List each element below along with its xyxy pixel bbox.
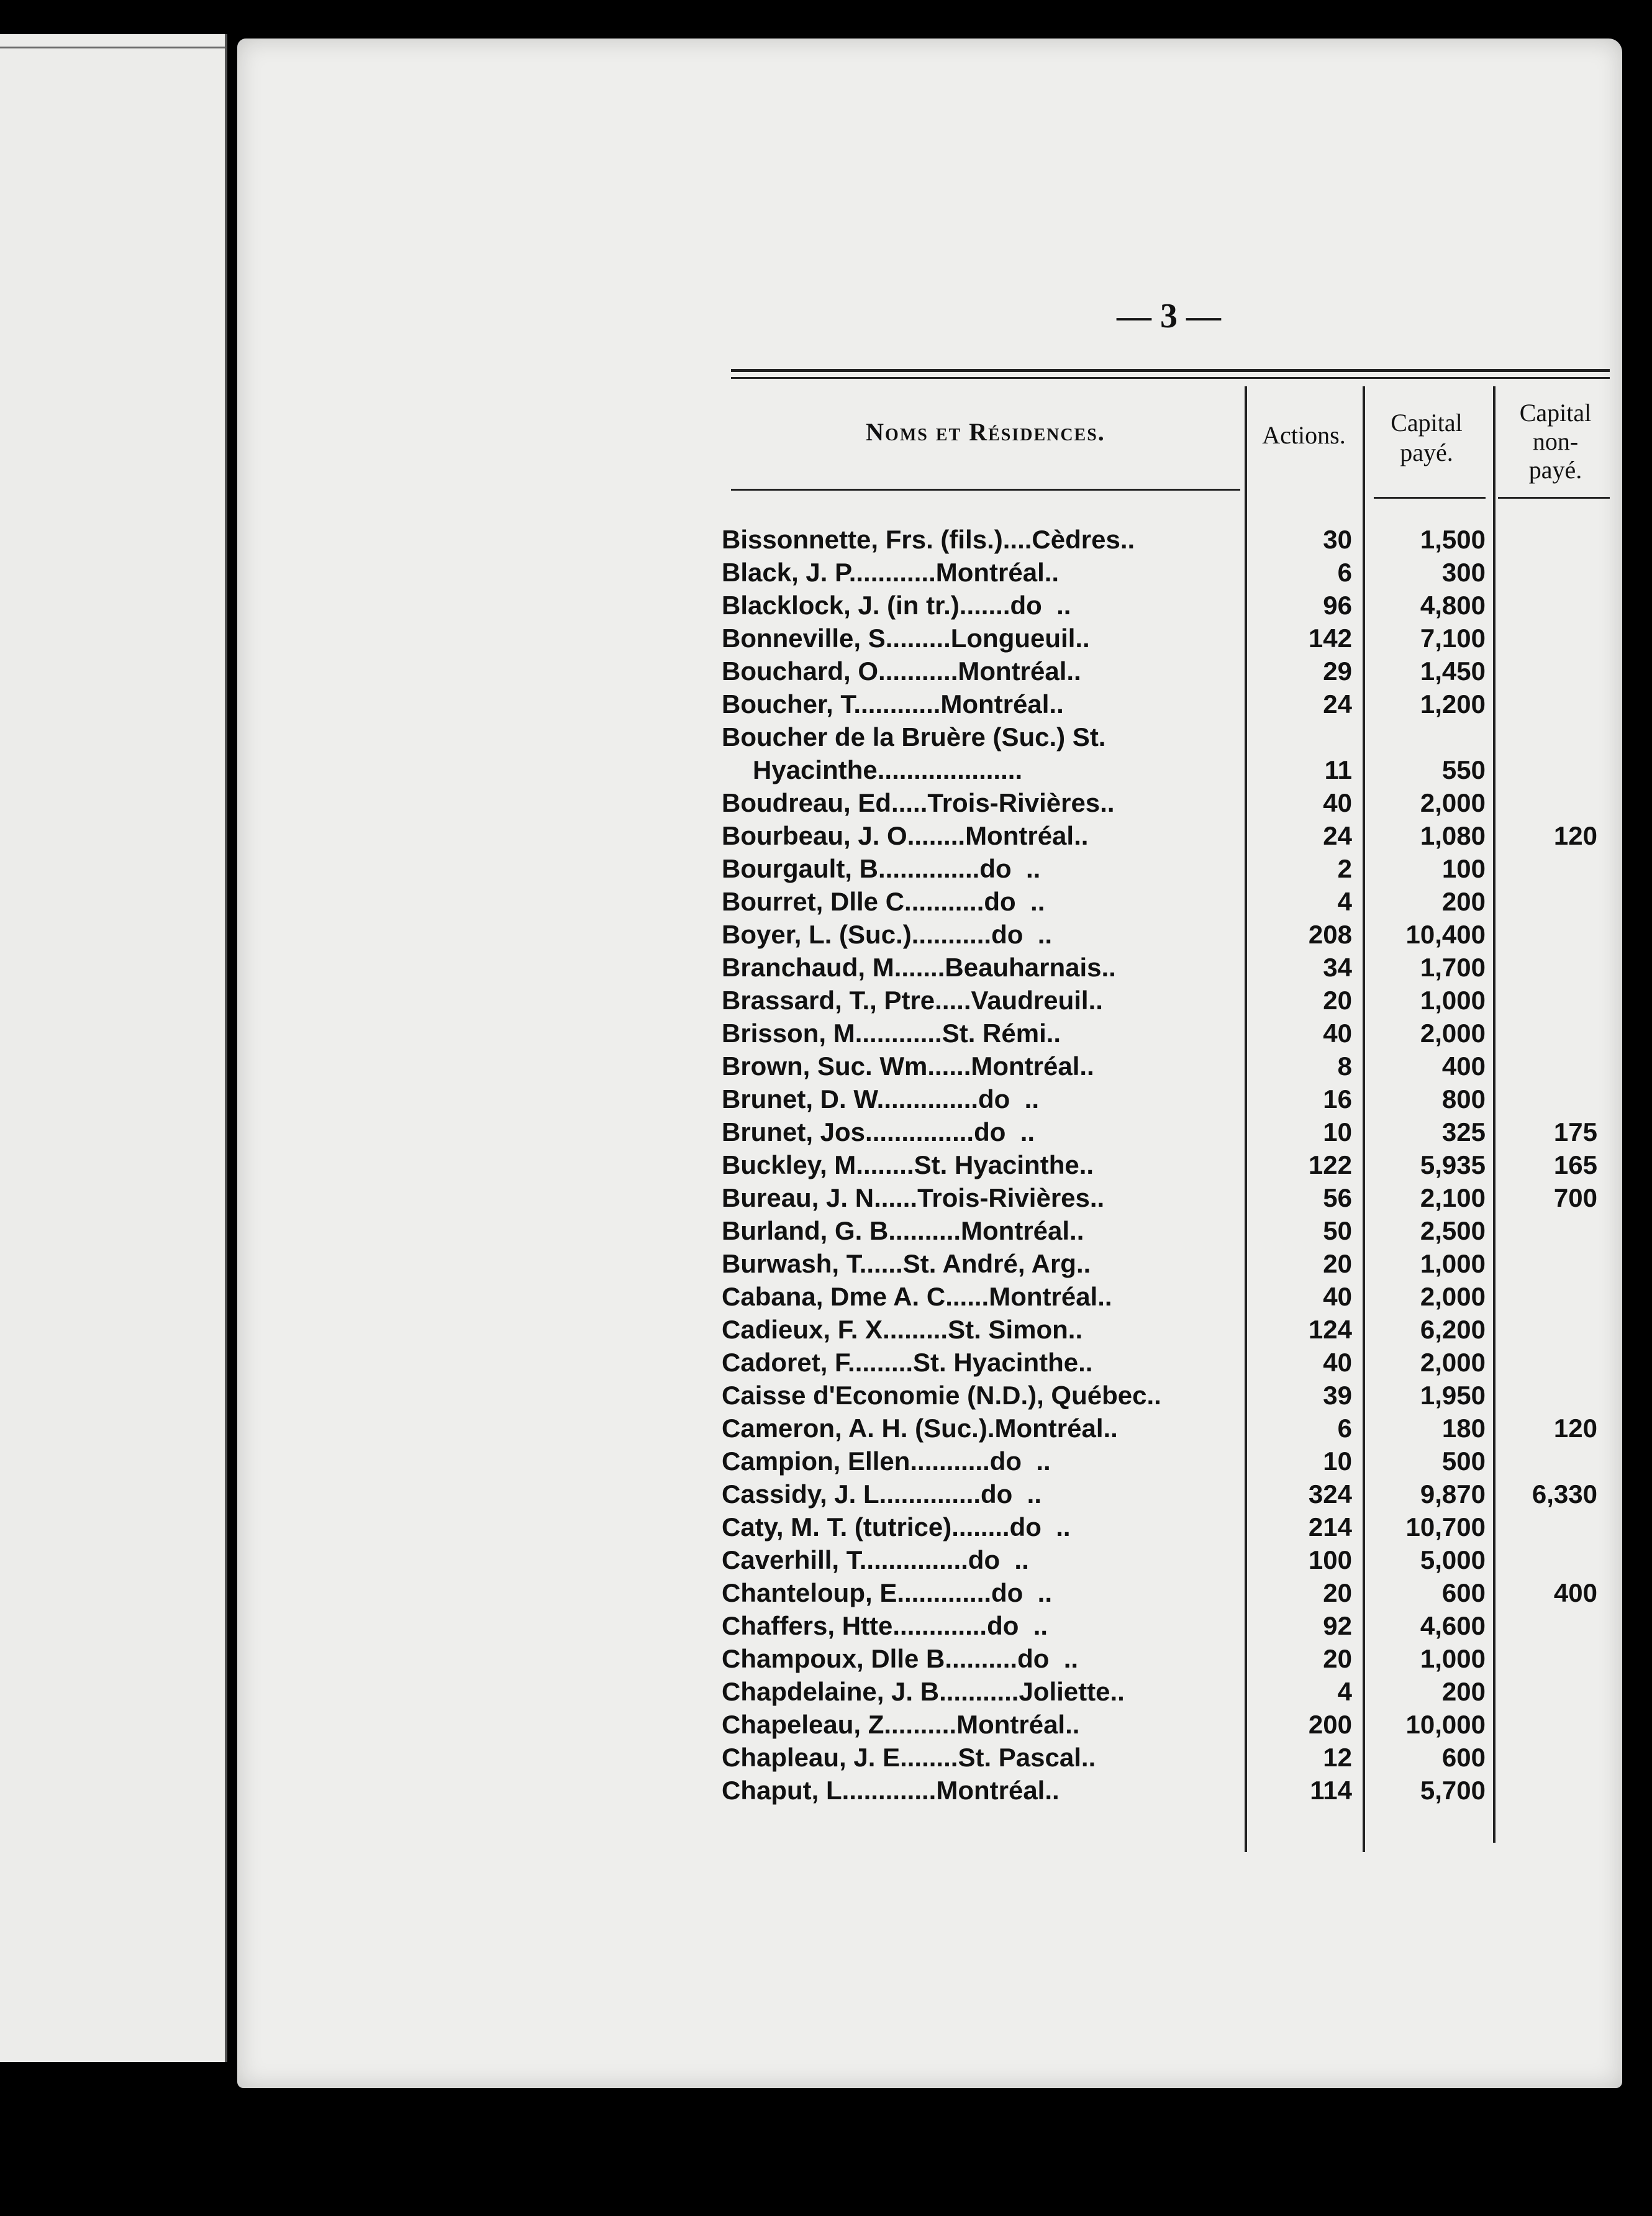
actions-count: 142 <box>1308 624 1352 653</box>
shareholder-name-residence <box>722 918 1240 951</box>
capital-paid: 4,800 <box>1420 591 1486 620</box>
shareholder-entry-line: Bureau, J. N......Trois-Rivières.. <box>722 1183 1105 1212</box>
actions-count: 4 <box>1337 1677 1352 1706</box>
capital-paid: 2,000 <box>1420 1019 1486 1048</box>
capital-paid: 1,000 <box>1420 986 1486 1015</box>
shareholder-name-residence <box>722 1708 1240 1741</box>
capital-paid: 2,000 <box>1420 1282 1486 1311</box>
table-row <box>722 1445 1616 1478</box>
shareholder-name-residence <box>722 1083 1240 1115</box>
table-row <box>722 1115 1616 1148</box>
capital-paid: 600 <box>1441 1578 1486 1607</box>
table-row <box>722 1412 1616 1445</box>
capital-paid: 100 <box>1441 854 1486 883</box>
table-row <box>722 1379 1616 1412</box>
capital-unpaid: 120 <box>1553 821 1597 850</box>
actions-count: 100 <box>1308 1545 1352 1574</box>
capital-paid: 9,870 <box>1420 1479 1486 1509</box>
capital-paid: 1,500 <box>1420 525 1486 554</box>
actions-count: 50 <box>1323 1216 1352 1245</box>
shareholder-entry-line: Cadieux, F. X.........St. Simon.. <box>722 1315 1083 1344</box>
actions-count: 40 <box>1323 1019 1352 1048</box>
table-row <box>722 1346 1616 1379</box>
shareholder-name-residence <box>722 1247 1240 1280</box>
shareholder-entry-line: Campion, Ellen...........do .. <box>722 1446 1051 1476</box>
table-row <box>722 523 1616 556</box>
capital-paid: 2,500 <box>1420 1216 1486 1245</box>
capital-paid: 1,950 <box>1420 1381 1486 1410</box>
shareholder-table-body <box>722 523 1616 1807</box>
table-row <box>722 589 1616 622</box>
shareholder-name-residence <box>722 1280 1240 1313</box>
shareholder-entry-line: Brunet, Jos...............do .. <box>722 1117 1035 1147</box>
actions-count: 24 <box>1323 821 1352 850</box>
shareholder-entry-line: Bourbeau, J. O........Montréal.. <box>722 821 1089 850</box>
capital-paid: 1,700 <box>1420 953 1486 982</box>
actions-count: 20 <box>1323 1249 1352 1278</box>
actions-count: 10 <box>1323 1117 1352 1147</box>
shareholder-entry-line: Chaffers, Htte.............do .. <box>722 1611 1048 1640</box>
document-page <box>237 39 1622 2088</box>
actions-count: 29 <box>1323 656 1352 686</box>
actions-count: 24 <box>1323 689 1352 719</box>
actions-count: 324 <box>1308 1479 1352 1509</box>
table-row <box>722 819 1616 852</box>
table-row <box>722 984 1616 1017</box>
actions-count: 122 <box>1308 1150 1352 1179</box>
actions-count: 11 <box>1324 755 1352 784</box>
table-row <box>722 1675 1616 1708</box>
shareholder-name-residence <box>722 1741 1240 1774</box>
table-row <box>722 1050 1616 1083</box>
page-number: — 3 — <box>1117 297 1221 335</box>
actions-count: 6 <box>1337 1414 1352 1443</box>
shareholder-name-residence <box>722 655 1240 688</box>
actions-count: 40 <box>1323 1348 1352 1377</box>
table-row <box>722 1642 1616 1675</box>
header-capital-paid <box>1364 408 1489 468</box>
header-capital-paid-line2: payé. <box>1400 438 1453 466</box>
capital-paid: 1,000 <box>1420 1249 1486 1278</box>
capital-unpaid: 175 <box>1553 1117 1597 1147</box>
shareholder-name-residence <box>722 622 1240 655</box>
table-row <box>722 1708 1616 1741</box>
actions-count: 20 <box>1323 1578 1352 1607</box>
actions-count: 2 <box>1337 854 1352 883</box>
shareholder-name-residence <box>722 1379 1240 1412</box>
shareholder-entry-line: Bourgault, B..............do .. <box>722 854 1041 883</box>
page-edge-rule <box>0 47 225 48</box>
actions-count: 96 <box>1323 591 1352 620</box>
table-row <box>722 556 1616 589</box>
table-row <box>722 688 1616 720</box>
actions-count: 40 <box>1323 788 1352 817</box>
shareholder-name-residence <box>722 1313 1240 1346</box>
table-row <box>722 1017 1616 1050</box>
shareholder-name-residence <box>722 1543 1240 1576</box>
shareholder-name-residence <box>722 720 1240 786</box>
table-row <box>722 1083 1616 1115</box>
shareholder-name-residence <box>722 1050 1240 1083</box>
actions-count: 39 <box>1323 1381 1352 1410</box>
shareholder-entry-line: Buckley, M........St. Hyacinthe.. <box>722 1150 1094 1179</box>
shareholder-name-residence <box>722 1774 1240 1807</box>
capital-paid: 500 <box>1441 1446 1486 1476</box>
table-row <box>722 622 1616 655</box>
capital-paid: 1,080 <box>1420 821 1486 850</box>
shareholder-entry-line: Burwash, T......St. André, Arg.. <box>722 1249 1091 1278</box>
shareholder-entry-line: Cabana, Dme A. C......Montréal.. <box>722 1282 1112 1311</box>
shareholder-entry-line: Boucher de la Bruère (Suc.) St. <box>722 722 1106 752</box>
table-row <box>722 1148 1616 1181</box>
actions-count: 20 <box>1323 1644 1352 1673</box>
capital-paid: 400 <box>1441 1051 1486 1081</box>
shareholder-entry-line: Chanteloup, E.............do .. <box>722 1578 1053 1607</box>
table-row <box>722 1247 1616 1280</box>
capital-paid: 800 <box>1441 1084 1486 1114</box>
table-row <box>722 918 1616 951</box>
shareholder-name-residence <box>722 885 1240 918</box>
capital-paid: 6,200 <box>1420 1315 1486 1344</box>
actions-count: 10 <box>1323 1446 1352 1476</box>
capital-paid: 10,000 <box>1405 1710 1486 1739</box>
shareholder-entry-line: Cadoret, F.........St. Hyacinthe.. <box>722 1348 1093 1377</box>
actions-count: 56 <box>1323 1183 1352 1212</box>
shareholder-name-residence <box>722 1412 1240 1445</box>
capital-paid: 300 <box>1441 558 1486 587</box>
shareholder-name-residence <box>722 1510 1240 1543</box>
header-capital-unpaid-line3: payé. <box>1528 456 1582 484</box>
table-top-rule <box>731 369 1610 372</box>
previous-page-edge <box>0 34 227 2062</box>
table-row <box>722 1214 1616 1247</box>
header-names-residences: Noms et Résidences. <box>866 418 1105 446</box>
capital-unpaid: 700 <box>1553 1183 1597 1212</box>
shareholder-entry-line: Chaput, L.............Montréal.. <box>722 1776 1060 1805</box>
actions-count: 200 <box>1308 1710 1352 1739</box>
header-actions: Actions. <box>1262 421 1346 449</box>
shareholder-entry-line: Brown, Suc. Wm......Montréal.. <box>722 1051 1094 1081</box>
shareholder-name-residence <box>722 951 1240 984</box>
shareholder-name-residence <box>722 984 1240 1017</box>
capital-unpaid: 400 <box>1553 1578 1597 1607</box>
shareholder-entry-line-continued: Hyacinthe.................... <box>753 755 1023 784</box>
shareholder-entry-line: Bourret, Dlle C...........do .. <box>722 887 1045 916</box>
actions-count: 214 <box>1308 1512 1352 1542</box>
shareholder-name-residence <box>722 688 1240 720</box>
actions-count: 124 <box>1308 1315 1352 1344</box>
capital-paid: 5,000 <box>1420 1545 1486 1574</box>
table-row <box>722 1741 1616 1774</box>
shareholder-name-residence <box>722 852 1240 885</box>
capital-unpaid: 165 <box>1553 1150 1597 1179</box>
table-row <box>722 1543 1616 1576</box>
header-capital-unpaid-line2: non- <box>1532 427 1579 455</box>
shareholder-name-residence <box>722 523 1240 556</box>
shareholder-name-residence <box>722 1214 1240 1247</box>
shareholder-entry-line: Chapdelaine, J. B...........Joliette.. <box>722 1677 1125 1706</box>
capital-paid: 600 <box>1441 1743 1486 1772</box>
shareholder-entry-line: Caty, M. T. (tutrice)........do .. <box>722 1512 1071 1542</box>
shareholder-entry-line: Champoux, Dlle B..........do .. <box>722 1644 1079 1673</box>
shareholder-entry-line: Bonneville, S.........Longueuil.. <box>722 624 1090 653</box>
capital-paid: 325 <box>1441 1117 1486 1147</box>
header-capital-paid-line1: Capital <box>1391 409 1463 437</box>
table-top-rule-thin <box>731 377 1610 379</box>
capital-paid: 1,450 <box>1420 656 1486 686</box>
shareholder-entry-line: Burland, G. B..........Montréal.. <box>722 1216 1084 1245</box>
actions-count: 30 <box>1323 525 1352 554</box>
header-underline-capital <box>1374 497 1486 499</box>
capital-paid: 4,600 <box>1420 1611 1486 1640</box>
table-row <box>722 1609 1616 1642</box>
capital-paid: 7,100 <box>1420 624 1486 653</box>
actions-count: 4 <box>1337 887 1352 916</box>
shareholder-name-residence <box>722 1181 1240 1214</box>
table-row <box>722 951 1616 984</box>
capital-unpaid: 6,330 <box>1532 1479 1597 1509</box>
shareholder-name-residence <box>722 1115 1240 1148</box>
actions-count: 34 <box>1323 953 1352 982</box>
table-row <box>722 1774 1616 1807</box>
shareholder-name-residence <box>722 556 1240 589</box>
shareholder-entry-line: Branchaud, M.......Beauharnais.. <box>722 953 1116 982</box>
shareholder-entry-line: Caverhill, T...............do .. <box>722 1545 1029 1574</box>
shareholder-name-residence <box>722 1609 1240 1642</box>
table-row <box>722 720 1616 786</box>
shareholder-entry-line: Black, J. P............Montréal.. <box>722 558 1060 587</box>
capital-paid: 1,000 <box>1420 1644 1486 1673</box>
table-row <box>722 885 1616 918</box>
capital-paid: 5,700 <box>1420 1776 1486 1805</box>
table-row <box>722 1280 1616 1313</box>
header-underline-unpaid <box>1498 497 1610 499</box>
shareholder-entry-line: Brassard, T., Ptre.....Vaudreuil.. <box>722 986 1103 1015</box>
capital-paid: 2,000 <box>1420 788 1486 817</box>
table-row <box>722 1576 1616 1609</box>
shareholder-name-residence <box>722 786 1240 819</box>
actions-count: 114 <box>1310 1776 1352 1805</box>
table-row <box>722 1181 1616 1214</box>
shareholder-name-residence <box>722 1445 1240 1478</box>
table-row <box>722 1510 1616 1543</box>
shareholder-entry-line: Bouchard, O...........Montréal.. <box>722 656 1081 686</box>
actions-count: 12 <box>1323 1743 1352 1772</box>
shareholder-entry-line: Blacklock, J. (in tr.).......do .. <box>722 591 1071 620</box>
shareholder-entry-line: Cameron, A. H. (Suc.).Montréal.. <box>722 1414 1118 1443</box>
capital-unpaid: 120 <box>1553 1414 1597 1443</box>
shareholder-entry-line: Boucher, T............Montréal.. <box>722 689 1064 719</box>
capital-paid: 2,100 <box>1420 1183 1486 1212</box>
table-row <box>722 1478 1616 1510</box>
actions-count: 208 <box>1308 920 1352 949</box>
shareholder-name-residence <box>722 1642 1240 1675</box>
capital-paid: 10,400 <box>1405 920 1486 949</box>
capital-paid: 200 <box>1441 1677 1486 1706</box>
shareholder-name-residence <box>722 1346 1240 1379</box>
actions-count: 16 <box>1323 1084 1352 1114</box>
actions-count: 40 <box>1323 1282 1352 1311</box>
actions-count: 92 <box>1323 1611 1352 1640</box>
table-row <box>722 655 1616 688</box>
capital-paid: 10,700 <box>1405 1512 1486 1542</box>
capital-paid: 550 <box>1441 755 1486 784</box>
shareholder-entry-line: Brisson, M............St. Rémi.. <box>722 1019 1061 1048</box>
shareholder-name-residence <box>722 1148 1240 1181</box>
capital-paid: 180 <box>1441 1414 1486 1443</box>
shareholder-name-residence <box>722 1675 1240 1708</box>
shareholder-entry-line: Boudreau, Ed.....Trois-Rivières.. <box>722 788 1115 817</box>
shareholder-name-residence <box>722 819 1240 852</box>
capital-paid: 2,000 <box>1420 1348 1486 1377</box>
actions-count: 6 <box>1337 558 1352 587</box>
actions-count: 8 <box>1337 1051 1352 1081</box>
shareholder-entry-line: Brunet, D. W..............do .. <box>722 1084 1040 1114</box>
shareholder-name-residence <box>722 1017 1240 1050</box>
shareholder-entry-line: Chapeleau, Z..........Montréal.. <box>722 1710 1080 1739</box>
table-row <box>722 786 1616 819</box>
header-capital-unpaid <box>1495 399 1616 484</box>
actions-count: 20 <box>1323 986 1352 1015</box>
shareholder-entry-line: Cassidy, J. L..............do .. <box>722 1479 1042 1509</box>
table-row <box>722 1313 1616 1346</box>
shareholder-name-residence <box>722 589 1240 622</box>
capital-paid: 1,200 <box>1420 689 1486 719</box>
table-row <box>722 852 1616 885</box>
shareholder-entry-line: Caisse d'Economie (N.D.), Québec.. <box>722 1381 1161 1410</box>
shareholder-name-residence <box>722 1478 1240 1510</box>
shareholder-name-residence <box>722 1576 1240 1609</box>
header-capital-unpaid-line1: Capital <box>1519 399 1592 427</box>
shareholder-entry-line: Chapleau, J. E........St. Pascal.. <box>722 1743 1096 1772</box>
shareholder-entry-line: Boyer, L. (Suc.)...........do .. <box>722 920 1053 949</box>
shareholder-entry-line: Bissonnette, Frs. (fils.)....Cèdres.. <box>722 525 1135 554</box>
capital-paid: 200 <box>1441 887 1486 916</box>
capital-paid: 5,935 <box>1420 1150 1486 1179</box>
header-underline-names <box>731 489 1240 491</box>
